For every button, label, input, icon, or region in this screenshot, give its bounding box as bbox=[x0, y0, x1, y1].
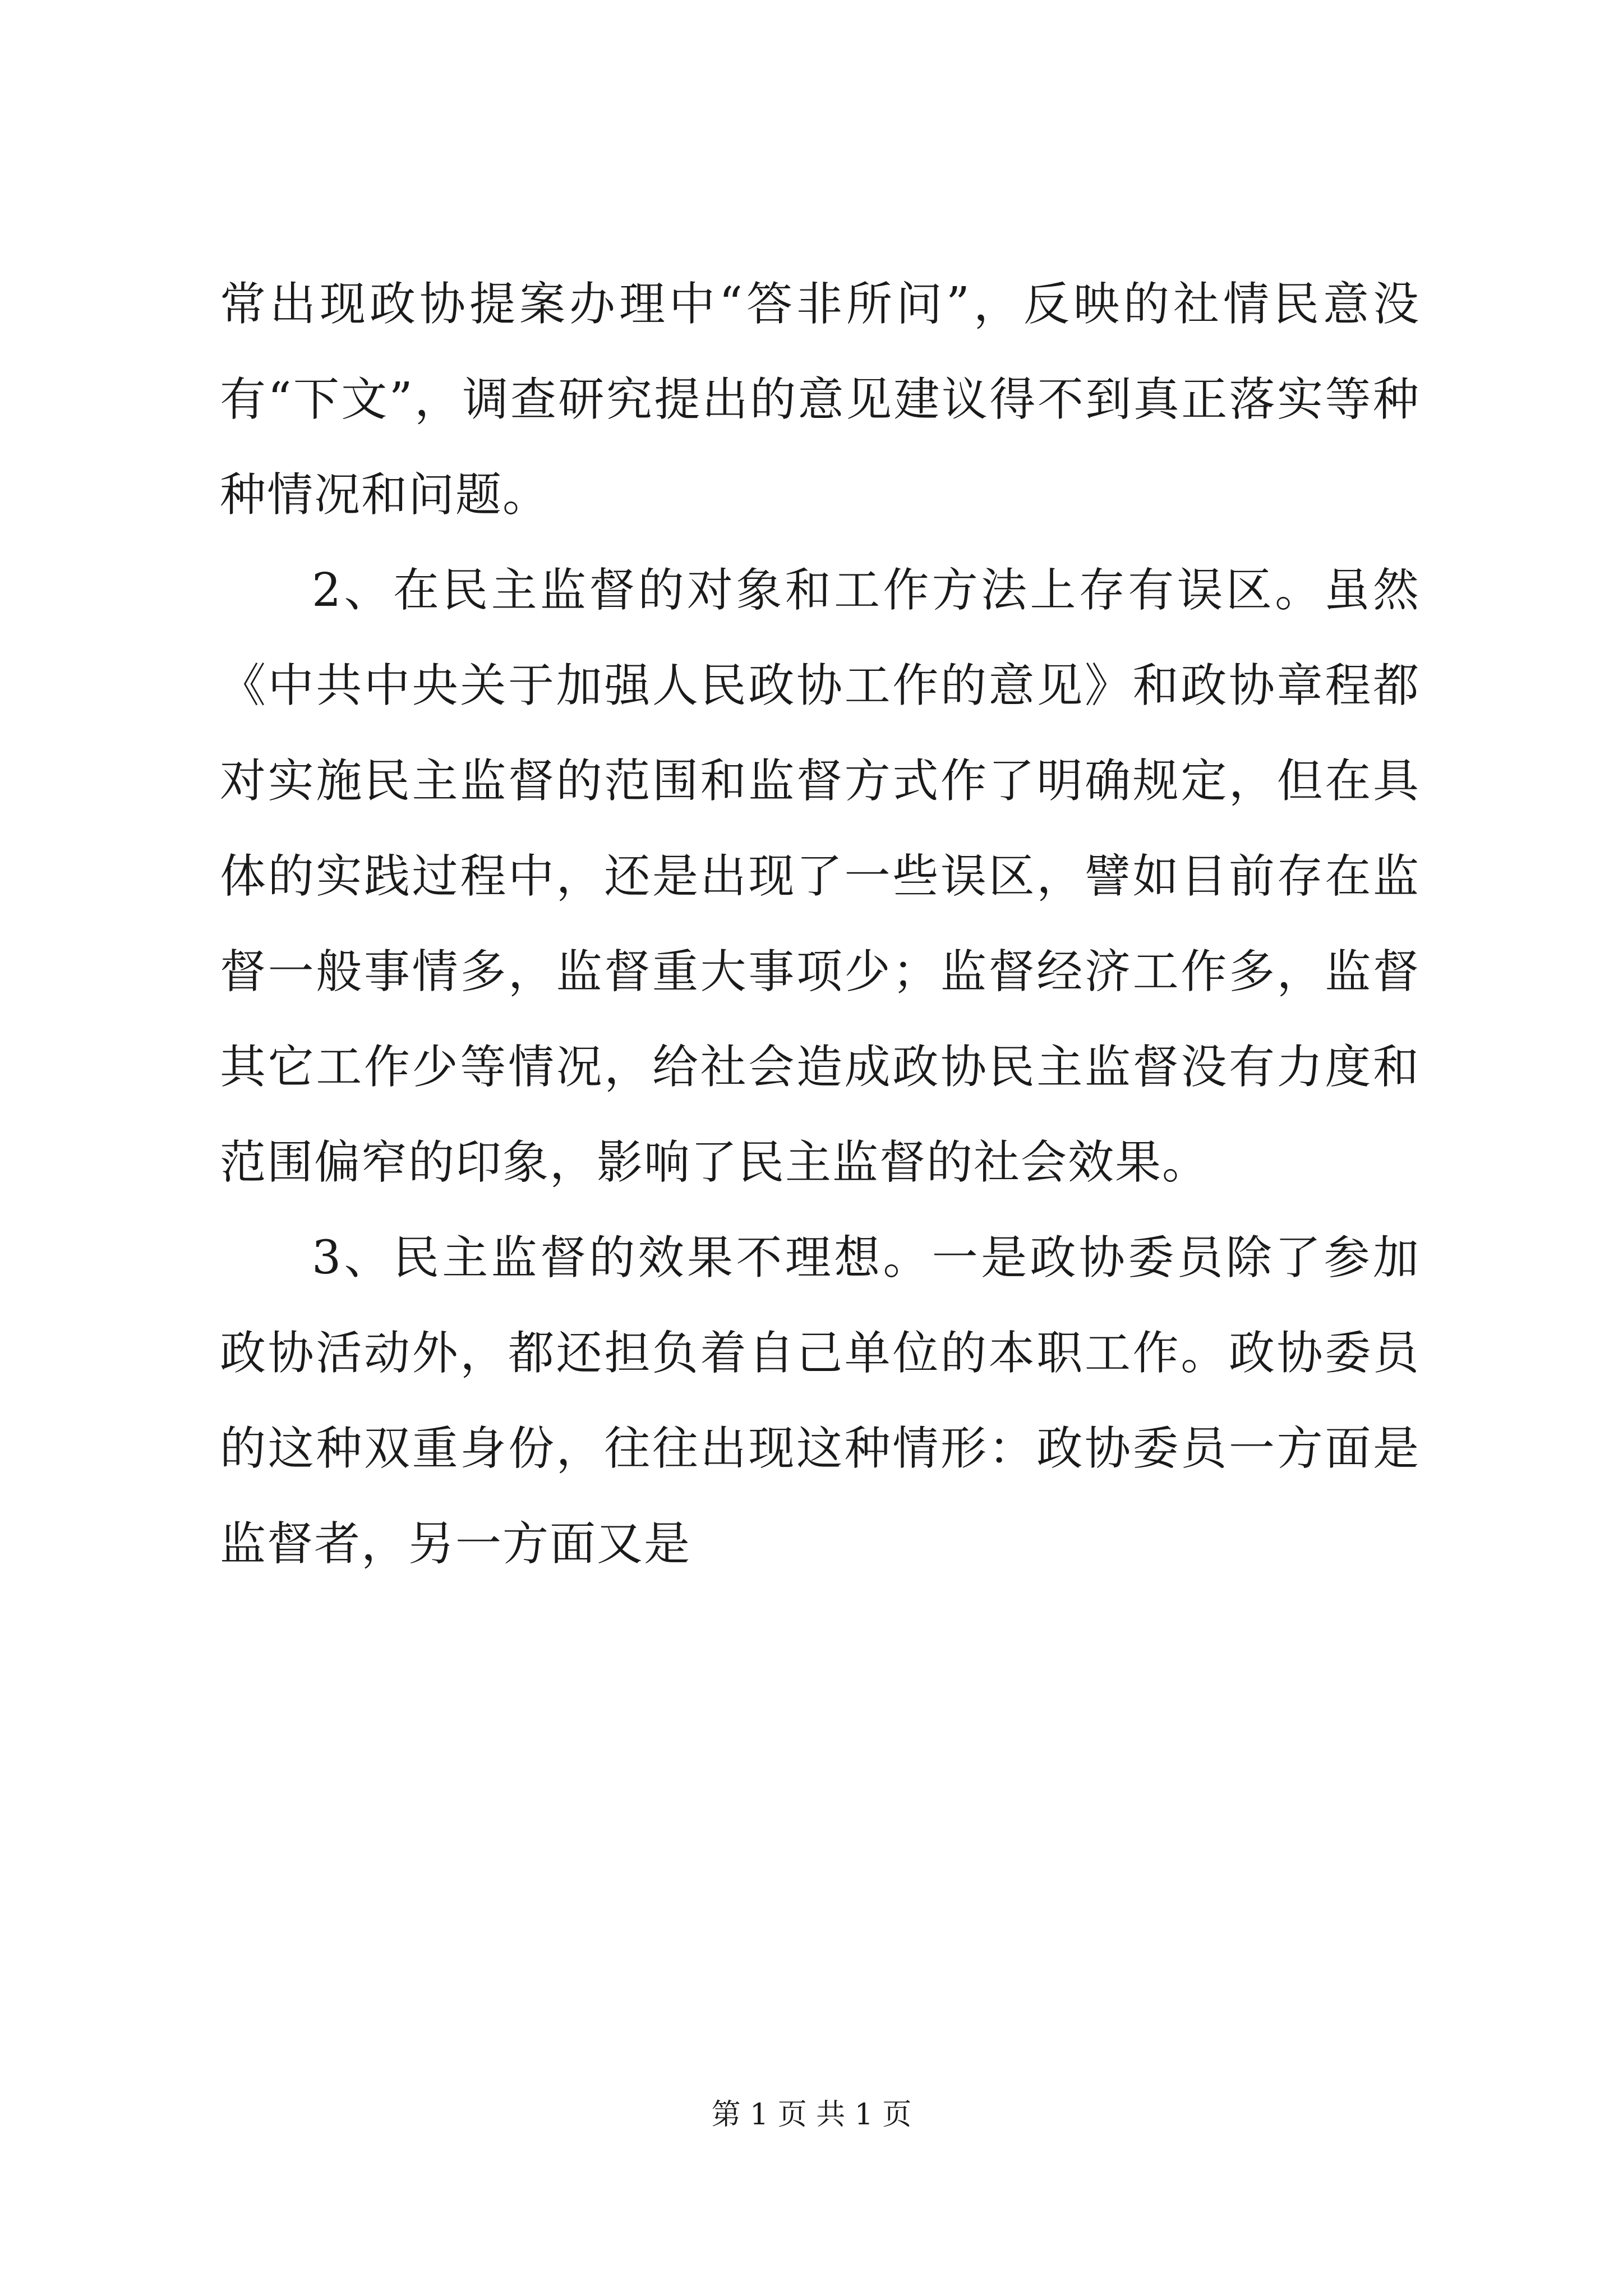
paragraph-item-3: 3、民主监督的效果不理想。一是政协委员除了参加政协活动外，都还担负着自己单位的本职工作。政协委员的这种双重身份，往往出现这种情形：政协委员一方面是监督者，另一方面又是 bbox=[220, 1231, 1420, 1571]
page-number-indicator: 第 1 页 共 1 页 bbox=[711, 2098, 912, 2132]
document-body bbox=[220, 257, 1420, 1592]
paragraph-continuation: 常出现政协提案办理中“答非所问”，反映的社情民意没有“下文”，调查研究提出的意见建议得不到真正落实等种种情况和问题。 bbox=[220, 278, 1420, 522]
page-footer bbox=[0, 2095, 1623, 2134]
paragraph-item-2: 2、在民主监督的对象和工作方法上存有误区。虽然《中共中央关于加强人民政协工作的意见》和政协章程都对实施民主监督的范围和监督方式作了明确规定，但在具体的实践过程中，还是出现了一些误区，譬如目前存在监督一般事情多，监督重大事项少；监督经济工作多，监督其它工作少等情况，给社会造成政协民主监督没有力度和范围偏窄的印象，影响了民主监督的社会效果。 bbox=[220, 564, 1420, 1189]
